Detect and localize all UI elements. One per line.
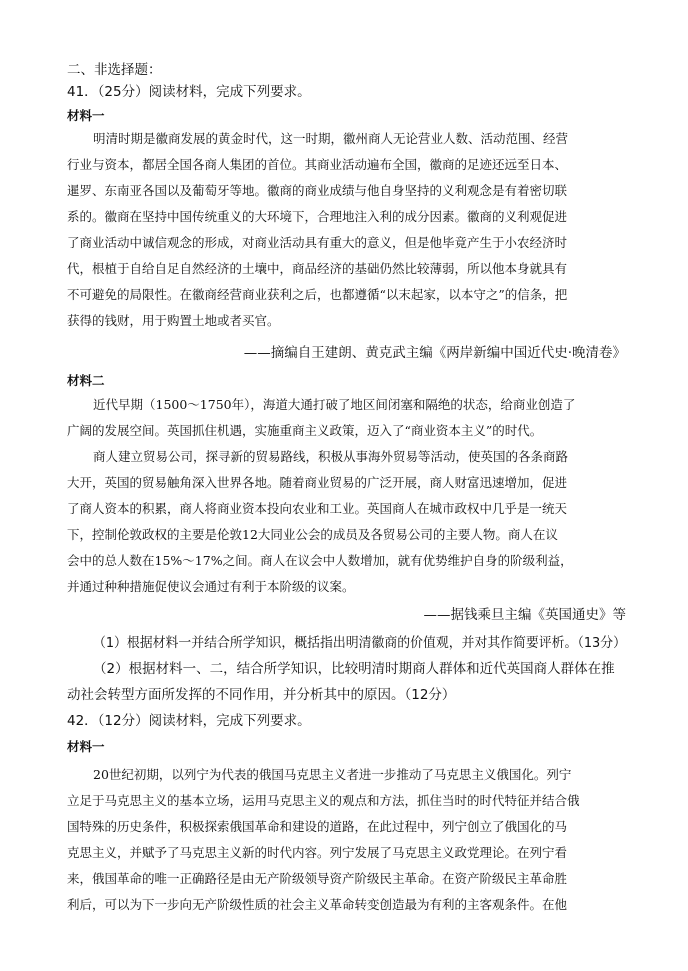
q41-m1-line: 了商业活动中诚信观念的形成，对商业活动具有重大的意义，但是他毕竟产生于小农经济时 bbox=[67, 235, 568, 250]
q41-sub2: （2）根据材料一、二，结合所学知识，比较明清时期商人群体和近代英国商人群体在推 bbox=[93, 661, 615, 677]
q41-m1-line: 不可避免的局限性。在徽商经营商业获利之后，也都遵循“以末起家，以本守之”的信条，把 bbox=[67, 287, 568, 302]
q41-m1-line: 暹罗、东南亚各国以及葡萄牙等地。徽商的商业成绩与他自身坚持的义利观念是有着密切联 bbox=[67, 183, 568, 198]
q41-m1-line: 代，根植于自给自足自然经济的土壤中，商品经济的基础仍然比较薄弱，所以他本身就具有 bbox=[67, 261, 568, 276]
q42-m1-line: 20世纪初期，以列宁为代表的俄国马克思主义者进一步推动了马克思主义俄国化。列宁 bbox=[93, 767, 572, 782]
q41-m2-line: 近代早期（1500～1750年），海道大通打破了地区间闭塞和隔绝的状态，给商业创造了 bbox=[93, 397, 576, 412]
q41-m2-line: 会中的总人数在15%～17%之间。商人在议会中人数增加，就有优势维护自身的阶级利益， bbox=[67, 553, 573, 568]
q41-m2-line: 广阔的发展空间。英国抓住机遇，实施重商主义政策，迈入了“商业资本主义”的时代。 bbox=[67, 423, 543, 438]
section-title: 二、非选择题： bbox=[67, 62, 162, 78]
q41-material1-label: 材料一 bbox=[67, 108, 105, 123]
q42-material1-label: 材料一 bbox=[67, 739, 105, 754]
q41-m2-line: 下，控制伦敦政权的主要是伦敦12大同业公会的成员及各贸易公司的主要人物。商人在议 bbox=[67, 527, 558, 542]
q41-sub1: （1）根据材料一并结合所学知识，概括指出明清徽商的价值观，并对其作简要评析。（13分） bbox=[93, 635, 626, 651]
q41-m1-line: 系的。徽商在坚持中国传统重义的大环境下，合理地注入利的成分因素。徽商的义利观促进 bbox=[67, 209, 568, 224]
q41-m2-source: ——据钱乘旦主编《英国通史》等 bbox=[423, 607, 626, 623]
q41-m2-line: 并通过种种措施促使议会通过有利于本阶级的议案。 bbox=[67, 579, 355, 594]
q41-m2-line: 商人建立贸易公司，探寻新的贸易路线，积极从事海外贸易等活动，使英国的各条商路 bbox=[93, 449, 569, 464]
q41-m1-source: ——摘编自王建朗、黄克武主编《两岸新编中国近代史·晚清卷》 bbox=[243, 345, 626, 361]
q42-prompt: 42．（12分）阅读材料，完成下列要求。 bbox=[67, 713, 311, 729]
q41-m1-line: 获得的钱财，用于购置土地或者买官。 bbox=[67, 313, 280, 328]
q41-m1-line: 明清时期是徽商发展的黄金时代，这一时期，徽州商人无论营业人数、活动范围、经营 bbox=[93, 131, 569, 146]
q41-m2-line: 了商人资本的积累，商人将商业资本投向农业和工业。英国商人在城市政权中几乎是一统天 bbox=[67, 501, 568, 516]
q42-m1-line: 国特殊的历史条件，积极探索俄国革命和建设的道路，在此过程中，列宁创立了俄国化的马 bbox=[67, 819, 568, 834]
q42-m1-line: 来，俄国革命的唯一正确路径是由无产阶级领导资产阶级民主革命。在资产阶级民主革命胜 bbox=[67, 871, 568, 886]
q41-sub2-cont: 动社会转型方面所发挥的不同作用，并分析其中的原因。（12分） bbox=[67, 687, 456, 703]
q42-m1-line: 克思主义，并赋予了马克思主义新的时代内容。列宁发展了马克思主义政党理论。在列宁看 bbox=[67, 845, 568, 860]
q41-prompt: 41．（25分）阅读材料，完成下列要求。 bbox=[67, 84, 311, 100]
q41-material2-label: 材料二 bbox=[67, 373, 105, 388]
q42-m1-line: 利后，可以为下一步向无产阶级性质的社会主义革命转变创造最为有利的主客观条件。在他 bbox=[67, 897, 568, 912]
q42-m1-line: 立足于马克思主义的基本立场，运用马克思主义的观点和方法，抓住当时的时代特征并结合俄 bbox=[67, 793, 580, 808]
q41-m2-line: 大开，英国的贸易触角深入世界各地。随着商业贸易的广泛开展，商人财富迅速增加，促进 bbox=[67, 475, 568, 490]
q41-m1-line: 行业与资本，都居全国各商人集团的首位。其商业活动遍布全国，徽商的足迹还远至日本、 bbox=[67, 157, 568, 172]
